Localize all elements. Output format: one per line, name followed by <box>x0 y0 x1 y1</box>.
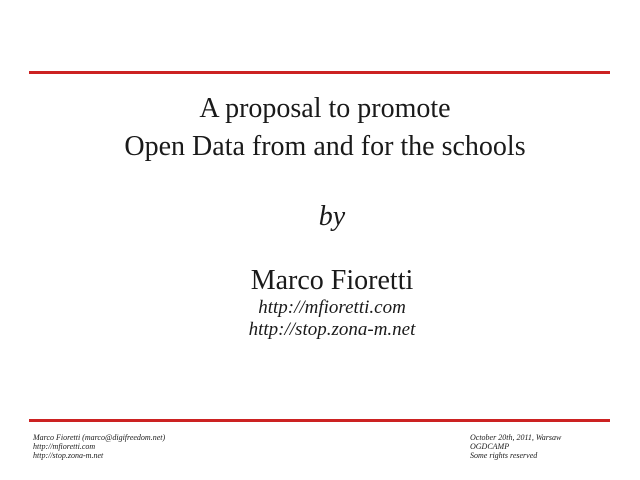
footer-event: OGDCAMP <box>470 442 510 451</box>
footer-author-email: Marco Fioretti (marco@digifreedom.net) <box>33 433 166 442</box>
top-divider <box>29 71 610 74</box>
bottom-divider <box>29 419 610 422</box>
slide-title-line-2: Open Data from and for the schools <box>124 131 526 162</box>
author-website-link[interactable]: http://mfioretti.com <box>258 297 406 318</box>
by-label: by <box>318 201 346 232</box>
author-name: Marco Fioretti <box>250 265 414 296</box>
author-blog-link[interactable]: http://stop.zona-m.net <box>248 319 416 340</box>
footer-left <box>33 433 165 460</box>
footer-license: Some rights reserved <box>470 451 538 460</box>
footer-date-location: October 20th, 2011, Warsaw <box>470 433 562 442</box>
footer-website: http://mfioretti.com <box>33 442 96 451</box>
footer-blog: http://stop.zona-m.net <box>33 451 104 460</box>
slide-title-line-1: A proposal to promote <box>199 93 451 124</box>
footer-right <box>470 433 561 460</box>
